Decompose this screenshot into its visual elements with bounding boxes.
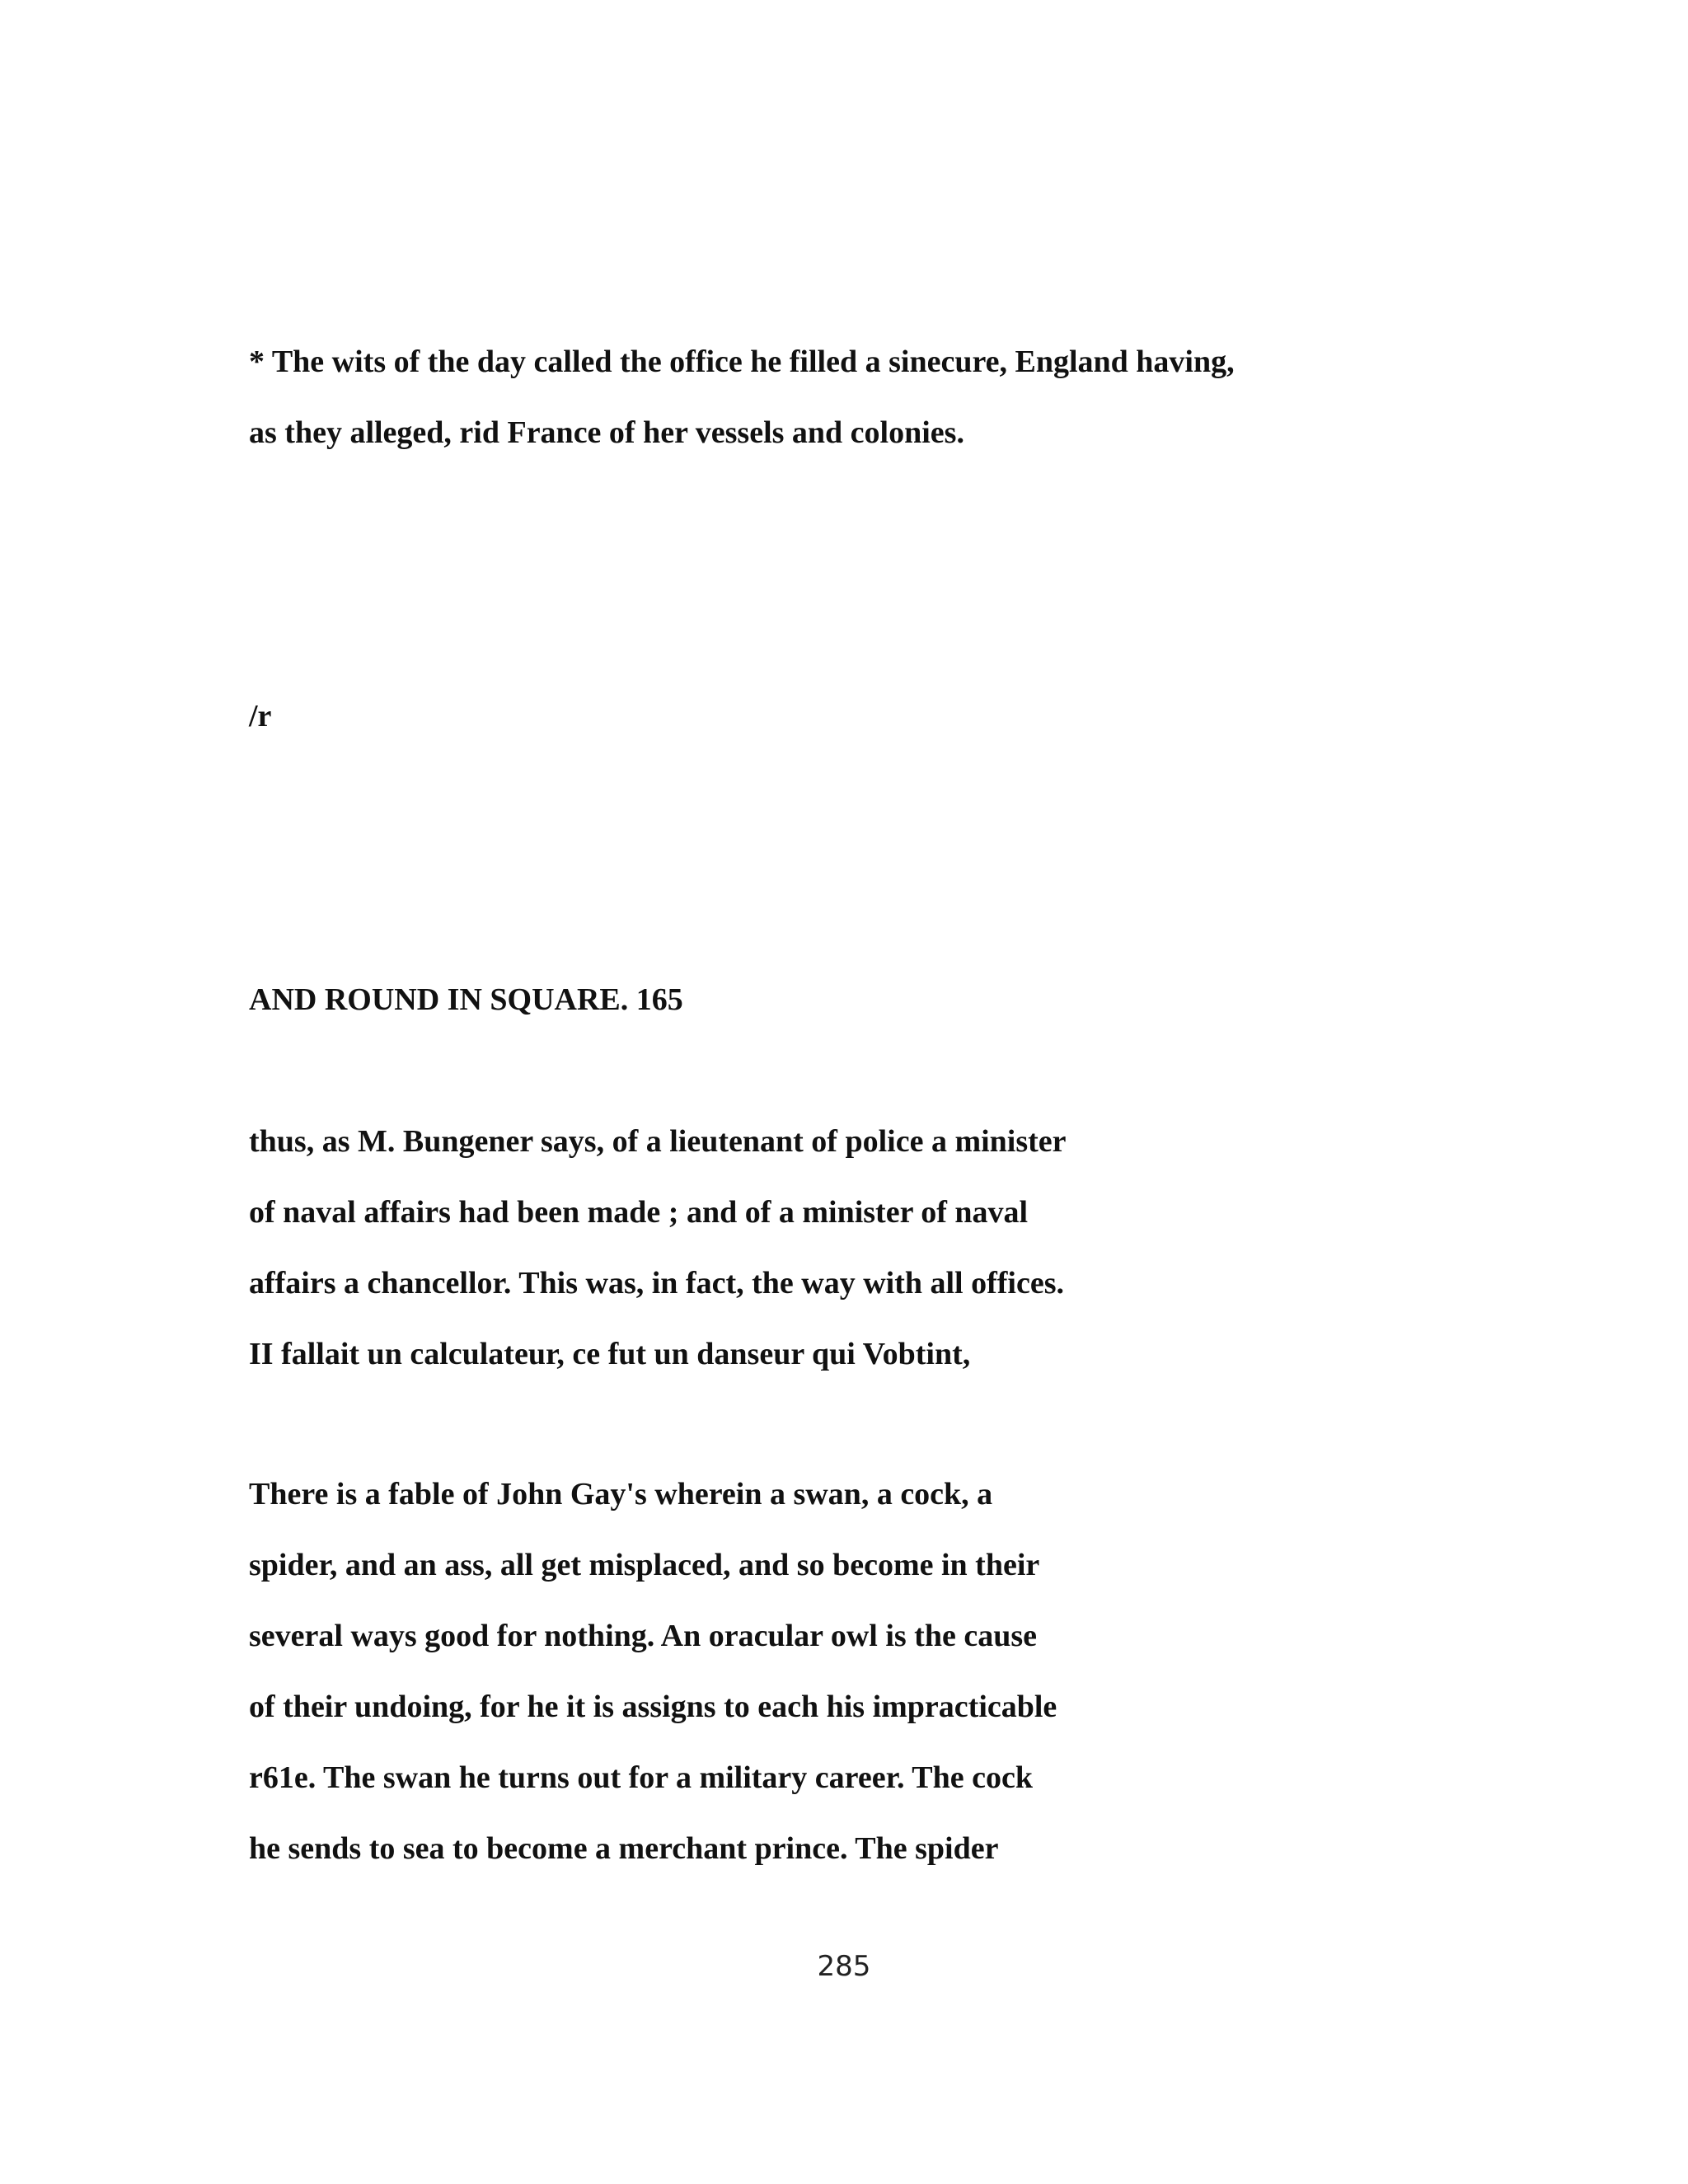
paragraph-line: II fallait un calculateur, ce fut un danseur qui Vobtint, (249, 1337, 971, 1371)
paragraph-line: There is a fable of John Gay's wherein a swan, a cock, a (249, 1477, 993, 1511)
footnote-line: as they alleged, rid France of her vessels and colonies. (249, 415, 964, 450)
paragraph-line: he sends to sea to become a merchant prince. The spider (249, 1831, 999, 1866)
paragraph-line: thus, as M. Bungener says, of a lieutenant of police a minister (249, 1124, 1067, 1159)
footnote-line: * The wits of the day called the office he filled a sinecure, England having, (249, 344, 1235, 379)
paragraph-line: r61e. The swan he turns out for a military career. The cock (249, 1760, 1033, 1795)
paragraph-line: of their undoing, for he it is assigns to each his impracticable (249, 1690, 1057, 1724)
paragraph-line: spider, and an ass, all get misplaced, and so become in their (249, 1548, 1040, 1582)
page-number: 285 (817, 1950, 871, 1983)
paragraph-line: of naval affairs had been made ; and of a minister of naval (249, 1195, 1029, 1230)
paragraph-line: several ways good for nothing. An oracular owl is the cause (249, 1619, 1037, 1653)
stray-mark: /r (249, 699, 272, 733)
running-header: AND ROUND IN SQUARE. 165 (249, 982, 683, 1017)
paragraph-line: affairs a chancellor. This was, in fact, the way with all offices. (249, 1266, 1065, 1301)
